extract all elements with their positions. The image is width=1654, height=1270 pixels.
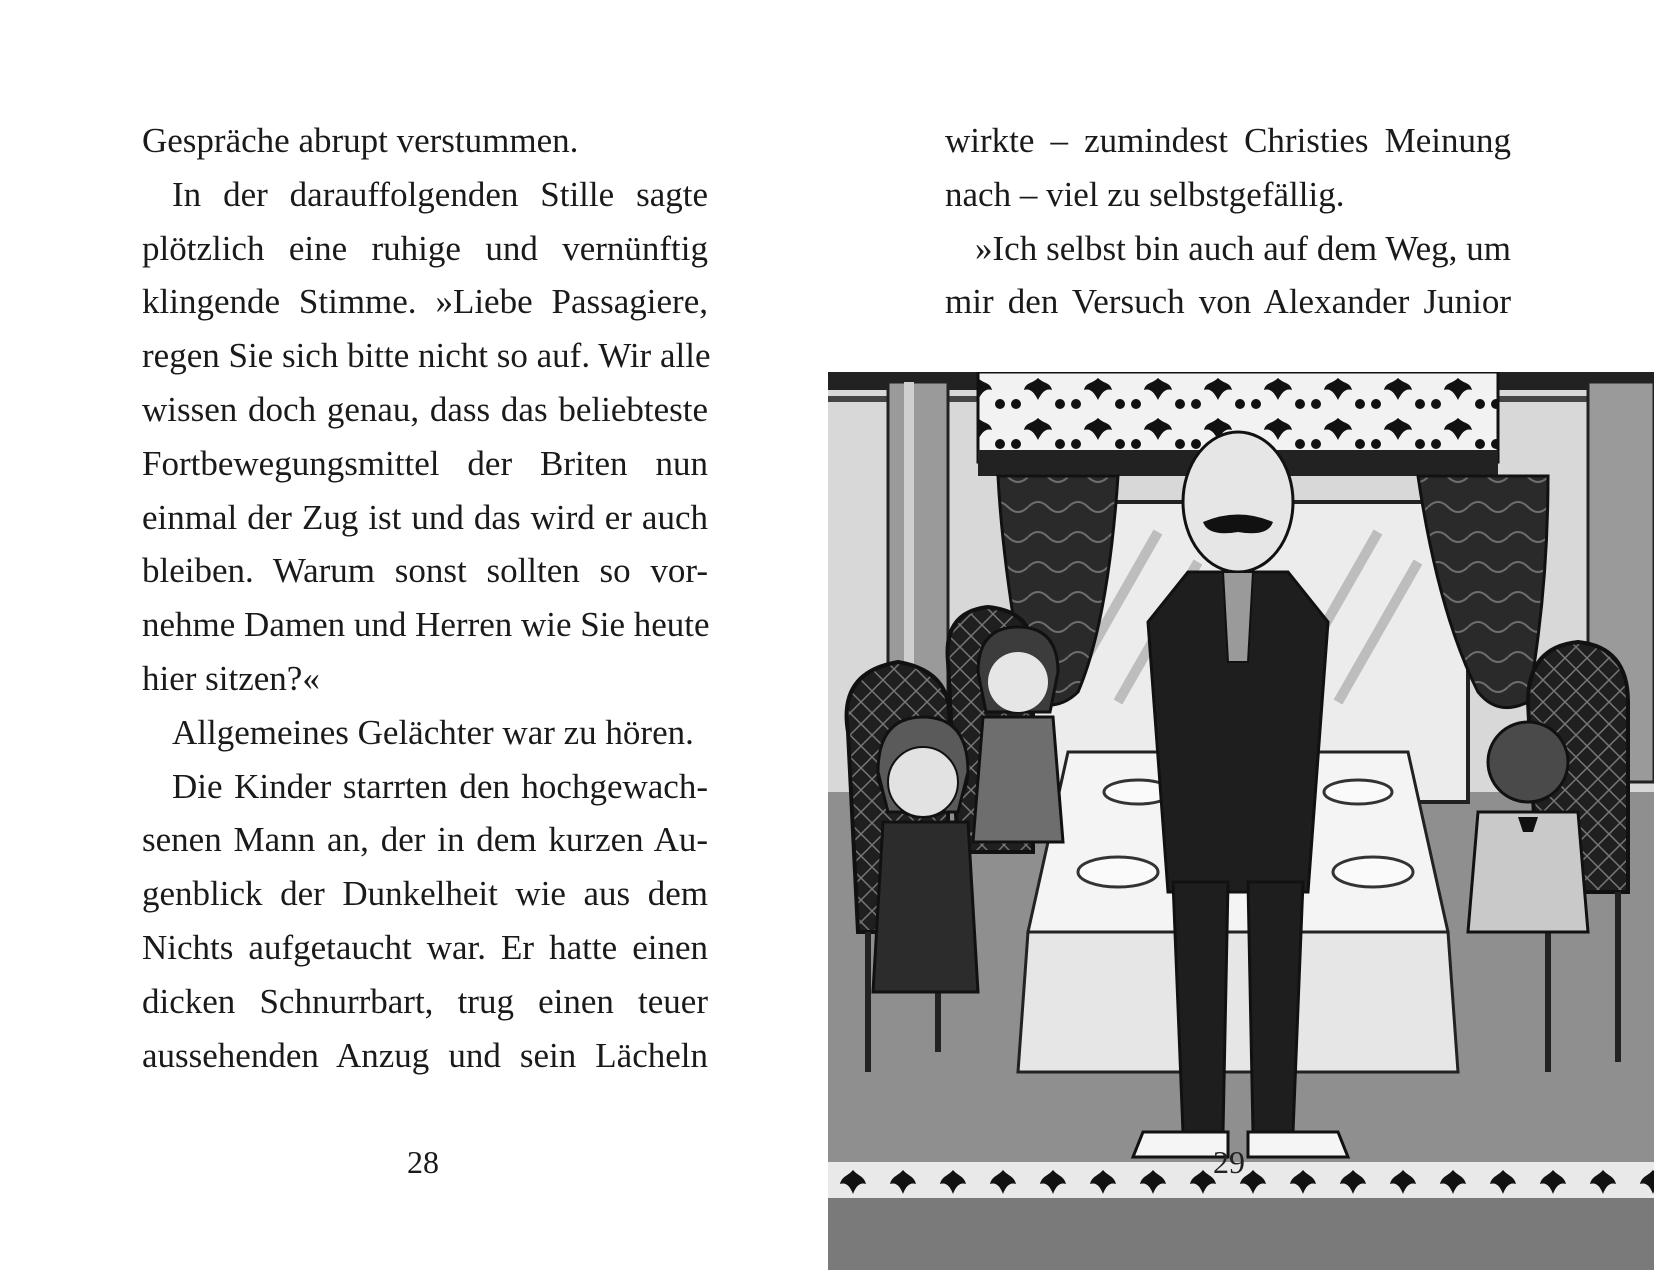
text-line: nehme Damen und Herren wie Sie heute bbox=[142, 605, 710, 645]
text-line: Die Kinder starrten den hochgewach- bbox=[172, 766, 708, 806]
text-line: Nichts aufgetaucht war. Er hatte einen bbox=[142, 927, 708, 967]
page-number: 29 bbox=[1213, 1144, 1245, 1180]
text-line: wirkte – zumindest Christies Meinung bbox=[945, 121, 1511, 160]
text-line: wissen doch genau, dass das beliebteste bbox=[142, 389, 708, 429]
text-line: nach – viel zu selbstgefällig. bbox=[945, 174, 1345, 214]
text-line: bleiben. Warum sonst sollten so vor- bbox=[142, 551, 708, 591]
text-line: Fortbewegungsmittel der Briten nun bbox=[142, 443, 708, 483]
text-line: genblick der Dunkelheit wie aus dem bbox=[142, 874, 708, 914]
text-line: einmal der Zug ist und das wird er auch bbox=[142, 497, 708, 537]
left-page-text bbox=[142, 114, 711, 1082]
text-line: regen Sie sich bitte nicht so auf. Wir alle bbox=[142, 336, 711, 376]
train-dining-car-illustration bbox=[828, 372, 1654, 1270]
text-line: »Ich selbst bin auch auf dem Weg, um bbox=[975, 228, 1511, 268]
right-page-text bbox=[945, 114, 1511, 329]
page-number: 28 bbox=[407, 1144, 439, 1180]
text-line: Gespräche abrupt verstummen. bbox=[142, 121, 579, 160]
text-line: plötzlich eine ruhige und vernünftig bbox=[142, 228, 708, 268]
text-line: hier sitzen?« bbox=[142, 658, 320, 698]
text-line: In der darauffolgenden Stille sagte bbox=[172, 174, 708, 214]
text-line: Allgemeines Gelächter war zu hören. bbox=[172, 712, 694, 752]
text-line: dicken Schnurrbart, trug einen teuer bbox=[142, 981, 708, 1021]
text-line: klingende Stimme. »Liebe Passagiere, bbox=[142, 282, 708, 322]
text-line: aussehenden Anzug und sein Lächeln bbox=[142, 1035, 708, 1075]
text-line: senen Mann an, der in dem kurzen Au- bbox=[142, 820, 708, 860]
text-line: mir den Versuch von Alexander Junior bbox=[945, 282, 1511, 322]
